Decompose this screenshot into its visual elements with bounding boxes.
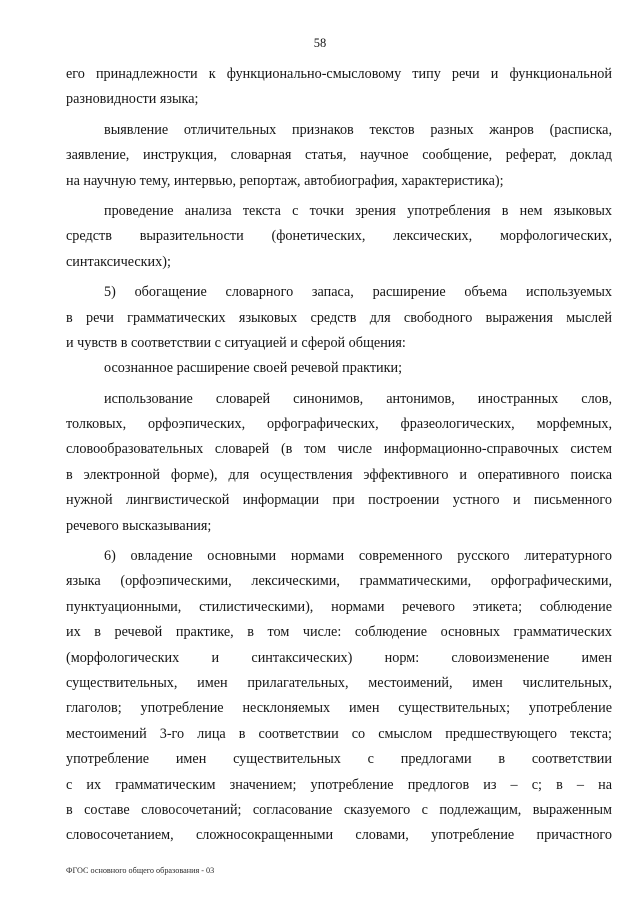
text-line: пунктуационными, стилистическими), нормами речевого этикета; соблюдение — [66, 598, 612, 615]
text-line: языка (орфоэпическими, лексическими, грамматическими, орфографическими, — [66, 573, 612, 590]
text-line: с их грамматическим значением; употребление предлогов из – с; в – на — [66, 776, 612, 793]
text-line: словосочетанием, сложносокращенными словами, употребление причастного — [66, 827, 612, 844]
page-footer: ФГОС основного общего образования - 03 — [66, 866, 215, 875]
text-line: синтаксических); — [66, 253, 171, 270]
body-text — [66, 62, 612, 849]
text-line: 5) обогащение словарного запаса, расширение объема используемых — [104, 284, 612, 301]
text-line: разновидности языка; — [66, 91, 199, 108]
text-line: словообразовательных словарей (в том числе информационно-справочных систем — [66, 441, 612, 458]
text-line: толковых, орфоэпических, орфографических, фразеологических, морфемных, — [66, 416, 612, 433]
text-line: (морфологических и синтаксических) норм: словоизменение имен — [66, 649, 612, 666]
text-line: их в речевой практике, в том числе: соблюдение основных грамматических — [66, 624, 612, 641]
text-line: употребление имен существительных с предлогами в соответствии — [66, 751, 612, 768]
text-line: 6) овладение основными нормами современного русского литературного — [104, 548, 612, 565]
page-number: 58 — [313, 36, 327, 50]
text-line: на научную тему, интервью, репортаж, автобиография, характеристика); — [66, 172, 504, 189]
text-line: средств выразительности (фонетических, лексических, морфологических, — [66, 228, 612, 245]
text-line: использование словарей синонимов, антонимов, иностранных слов, — [104, 390, 612, 407]
text-line: в составе словосочетаний; согласование сказуемого с подлежащим, выраженным — [66, 801, 612, 818]
text-line: его принадлежности к функционально-смысловому типу речи и функциональной — [66, 66, 612, 82]
text-line: глаголов; употребление несклоняемых имен существительных; употребление — [66, 700, 612, 717]
text-line: нужной лингвистической информации при построении устного и письменного — [66, 492, 612, 509]
text-line: проведение анализа текста с точки зрения употребления в нем языковых — [104, 202, 612, 219]
text-line: выявление отличительных признаков текстов разных жанров (расписка, — [104, 121, 612, 138]
text-line: в речи грамматических языковых средств для свободного выражения мыслей — [66, 309, 612, 326]
text-line: речевого высказывания; — [66, 517, 212, 534]
text-line: существительных, имен прилагательных, местоимений, имен числительных, — [66, 674, 612, 691]
text-line: заявление, инструкция, словарная статья, научное сообщение, реферат, доклад — [66, 147, 612, 164]
text-line: местоимений 3-го лица в соответствии со смыслом предшествующего текста; — [66, 725, 612, 742]
text-line: в электронной форме), для осуществления эффективного и оперативного поиска — [66, 466, 612, 483]
text-line: и чувств в соответствии с ситуацией и сферой общения: — [66, 334, 406, 351]
text-line: осознанное расширение своей речевой практики; — [104, 360, 403, 377]
